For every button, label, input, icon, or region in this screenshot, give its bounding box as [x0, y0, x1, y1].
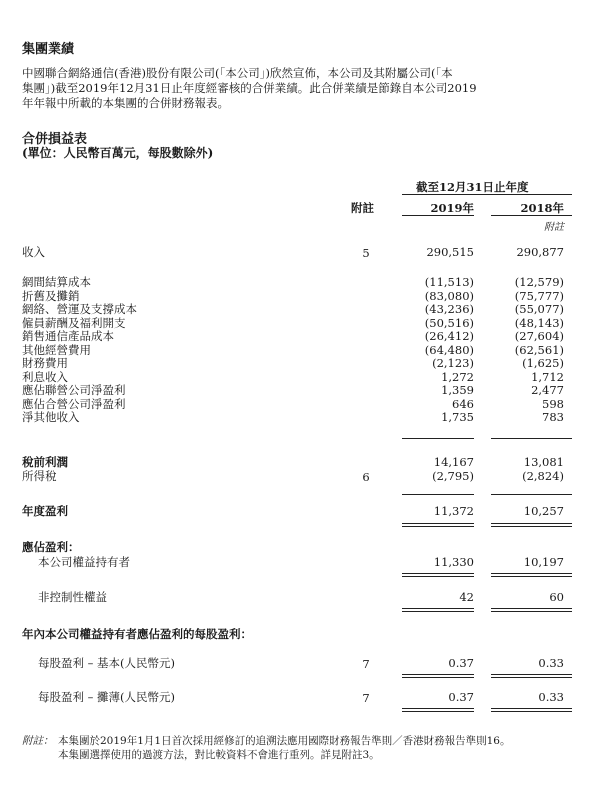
cost-2019: (2,123) — [432, 356, 474, 370]
cost-2018: 1,712 — [531, 369, 564, 384]
revenue-2018: 290,877 — [516, 245, 564, 259]
intro-line-3: 年年報中所載的本集團的合併財務報表。 — [22, 96, 229, 110]
cost-2018: (55,077) — [514, 302, 564, 316]
statement-title: 合併損益表 — [22, 132, 88, 147]
cost-2018: (1,625) — [522, 356, 564, 370]
nci-line-2018-b — [491, 611, 572, 612]
eps-diluted-line-2018-b — [491, 711, 572, 712]
cost-2018: (48,143) — [514, 315, 564, 330]
equity-line-2019-a — [402, 573, 474, 574]
eps-diluted-2018: 0.33 — [538, 690, 564, 704]
eps-diluted-note: 7 — [362, 691, 370, 705]
year-2018-header: 2018年 — [520, 201, 564, 215]
nci-2018: 60 — [549, 590, 564, 604]
profit-2018: 10,257 — [523, 504, 564, 518]
footnote-line-2: 本集團選擇使用的過渡方法，對比較資料不會進行重列。詳見附註3。 — [58, 749, 380, 761]
nci-label: 非控制性權益 — [38, 590, 107, 604]
revenue-2019: 290,515 — [426, 245, 474, 259]
cost-label: 財務費用 — [22, 356, 68, 370]
cost-2018: (75,777) — [514, 288, 564, 303]
cost-2019: (64,480) — [424, 342, 474, 357]
year-2019-underline — [402, 215, 474, 216]
tax-2019: (2,795) — [432, 469, 474, 483]
eps-basic-line-2018-b — [491, 677, 572, 678]
cost-2019: 1,735 — [441, 410, 474, 424]
nci-line-2018-a — [491, 608, 572, 609]
profit-line-2018-b — [491, 526, 572, 527]
profit-label: 年度盈利 — [22, 504, 68, 518]
profit-line-2019-a — [402, 523, 474, 524]
cost-2018: 2,477 — [531, 383, 564, 397]
eps-diluted-label: 每股盈利 – 攤薄(人民幣元) — [38, 690, 176, 704]
cost-label: 淨其他收入 — [22, 410, 80, 424]
eps-basic-label: 每股盈利 – 基本(人民幣元) — [38, 656, 176, 670]
cost-label: 網間結算成本 — [22, 275, 91, 289]
profit-line-2018-a — [491, 523, 572, 524]
statement-subtitle: (單位：人民幣百萬元，每股數除外) — [22, 146, 214, 160]
eps-basic-2019: 0.37 — [448, 656, 474, 670]
nci-line-2019-b — [402, 611, 474, 612]
cost-label: 銷售通信產品成本 — [22, 329, 114, 343]
year-2018-note: 附註 — [544, 222, 564, 233]
eps-basic-line-2018-a — [491, 674, 572, 675]
cost-2019: (43,236) — [424, 302, 474, 316]
year-2018-underline — [491, 215, 572, 216]
pbt-2018: 13,081 — [523, 455, 564, 469]
cost-label: 其他經營費用 — [22, 342, 91, 357]
cost-2018: (62,561) — [514, 342, 564, 357]
eps-diluted-line-2019-b — [402, 711, 474, 712]
note-header: 附註 — [351, 201, 374, 215]
cost-2019: 1,272 — [441, 369, 474, 384]
eps-basic-line-2019-b — [402, 677, 474, 678]
intro-line-1: 中國聯合網絡通信(香港)股份有限公司(「本公司」)欣然宣佈，本公司及其附屬公司(「本 — [22, 66, 453, 80]
section-title: 集團業績 — [22, 42, 75, 57]
cost-2019: (11,513) — [424, 275, 474, 289]
revenue-label: 收入 — [22, 245, 45, 259]
equity-line-2018-b — [491, 576, 572, 577]
subtotal-line-2018 — [491, 438, 572, 439]
cost-label: 僱員薪酬及福利開支 — [22, 315, 126, 330]
cost-2018: 598 — [542, 396, 564, 411]
cost-label: 利息收入 — [22, 369, 68, 384]
eps-basic-line-2019-a — [402, 674, 474, 675]
subtotal-line-2019 — [402, 438, 474, 439]
tax-note: 6 — [362, 470, 370, 484]
cost-2019: (26,412) — [424, 329, 474, 343]
equity-2018: 10,197 — [523, 555, 564, 569]
cost-2018: 783 — [542, 410, 564, 424]
cost-label: 應佔聯營公司淨盈利 — [22, 383, 126, 397]
cost-label: 折舊及攤銷 — [22, 288, 80, 303]
tax-line-2019 — [402, 494, 474, 495]
cost-label: 網絡、營運及支撐成本 — [22, 302, 137, 316]
equity-line-2018-a — [491, 573, 572, 574]
cost-2019: (50,516) — [424, 315, 474, 330]
equity-2019: 11,330 — [433, 555, 474, 569]
year-2019-header: 2019年 — [430, 201, 474, 215]
footnote-line-1: 本集團於2019年1月1日首次採用經修訂的追溯法應用國際財務報告準則／香港財務報告準則16。 — [58, 735, 511, 747]
cost-2019: 646 — [452, 396, 474, 411]
revenue-note: 5 — [362, 246, 370, 260]
tax-line-2018 — [491, 494, 572, 495]
pbt-label: 稅前利潤 — [22, 455, 68, 469]
period-underline — [402, 194, 572, 195]
eps-basic-2018: 0.33 — [538, 656, 564, 670]
nci-2019: 42 — [459, 590, 474, 604]
tax-2018: (2,824) — [522, 469, 564, 483]
cost-2019: 1,359 — [441, 383, 474, 397]
attrib-title: 應佔盈利： — [22, 540, 80, 554]
equity-line-2019-b — [402, 576, 474, 577]
cost-2018: (12,579) — [514, 275, 564, 289]
eps-diluted-line-2018-a — [491, 708, 572, 709]
profit-line-2019-b — [402, 526, 474, 527]
equity-label: 本公司權益持有者 — [38, 555, 130, 569]
nci-line-2019-a — [402, 608, 474, 609]
footnote-prefix: 附註： — [22, 735, 54, 747]
eps-basic-note: 7 — [362, 657, 370, 671]
period-header: 截至12月31日止年度 — [416, 180, 529, 194]
cost-2019: (83,080) — [424, 288, 474, 303]
tax-label: 所得稅 — [22, 469, 57, 483]
cost-2018: (27,604) — [514, 329, 564, 343]
intro-line-2: 集團」)截至2019年12月31日止年度經審核的合併業績。此合併業績是節錄自本公司2019 — [22, 81, 477, 95]
eps-diluted-line-2019-a — [402, 708, 474, 709]
profit-2019: 11,372 — [433, 504, 474, 518]
cost-label: 應佔合營公司淨盈利 — [22, 396, 126, 411]
eps-title: 年內本公司權益持有者應佔盈利的每股盈利： — [22, 627, 252, 641]
eps-diluted-2019: 0.37 — [448, 690, 474, 704]
pbt-2019: 14,167 — [433, 455, 474, 469]
